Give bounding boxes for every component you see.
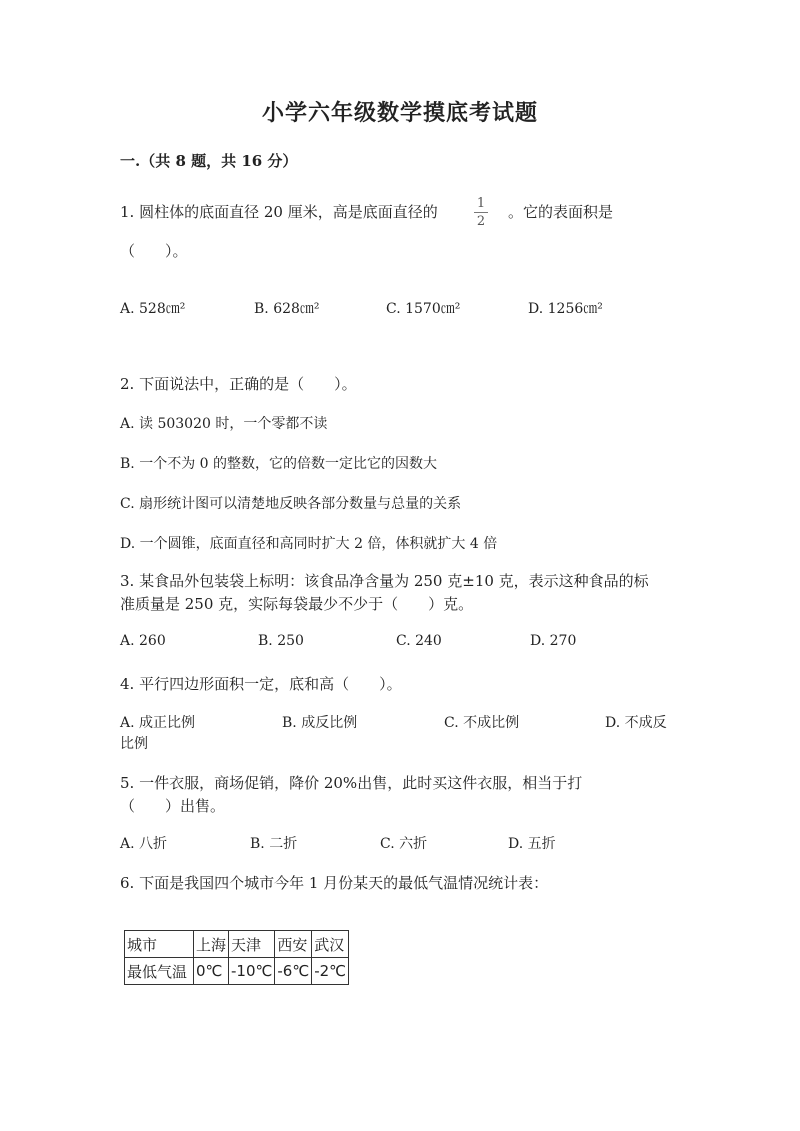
table-temp-tianjin: -10℃: [229, 958, 275, 985]
question-3-text-line2: 准质量是 250 克，实际每袋最少不少于（ ）克。: [120, 595, 474, 613]
question-3-option-b: B. 250: [258, 633, 304, 649]
question-4-option-d: D. 不成反: [605, 715, 667, 731]
question-6-text: 6. 下面是我国四个城市今年 1 月份某天的最低气温情况统计表：: [120, 874, 549, 892]
table-temp-xian: -6℃: [275, 958, 312, 985]
question-2-option-d: D. 一个圆锥，底面直径和高同时扩大 2 倍，体积就扩大 4 倍: [120, 536, 498, 552]
question-5-option-a: A. 八折: [120, 836, 168, 852]
question-3-option-d: D. 270: [530, 633, 577, 649]
question-1-text-cont: 。它的表面积是: [508, 203, 614, 221]
question-2-option-b: B. 一个不为 0 的整数，它的倍数一定比它的因数大: [120, 456, 437, 472]
table-row: [125, 958, 349, 985]
question-5-text-line2: （ ）出售。: [120, 797, 226, 815]
question-3-text-line1: 3. 某食品外包装袋上标明：该食品净含量为 250 克±10 克，表示这种食品的标: [120, 572, 649, 590]
table-header-label: 城市: [125, 931, 194, 958]
fraction-numerator: 1: [476, 196, 486, 211]
table-temp-shanghai: 0℃: [194, 958, 229, 985]
table-city-wuhan: 武汉: [312, 931, 349, 958]
question-1-text: 1. 圆柱体的底面直径 20 厘米，高是底面直径的: [120, 203, 438, 221]
question-3-option-c: C. 240: [396, 633, 442, 649]
page-title: 小学六年级数学摸底考试题: [261, 100, 538, 126]
question-1-option-d: D. 1256㎝²: [528, 301, 603, 317]
question-2-option-a: A. 读 503020 时，一个零都不读: [120, 416, 328, 432]
question-5-option-c: C. 六折: [380, 836, 428, 852]
fraction-one-half: [472, 196, 490, 229]
section-heading: 一.（共 8 题，共 16 分）: [120, 152, 298, 170]
question-1-blank: （ ）。: [120, 242, 188, 260]
question-1-option-c: C. 1570㎝²: [386, 301, 461, 317]
question-4-text: 4. 平行四边形面积一定，底和高（ ）。: [120, 675, 402, 693]
table-row-label: 最低气温: [125, 958, 194, 985]
fraction-bar: [474, 212, 488, 213]
table-city-xian: 西安: [275, 931, 312, 958]
table-city-tianjin: 天津: [229, 931, 275, 958]
table-header-row: [125, 931, 349, 958]
question-5-option-b: B. 二折: [250, 836, 298, 852]
fraction-denominator: 2: [476, 214, 486, 229]
question-4-option-b: B. 成反比例: [282, 715, 358, 731]
question-4-option-c: C. 不成比例: [444, 715, 520, 731]
question-2-option-c: C. 扇形统计图可以清楚地反映各部分数量与总量的关系: [120, 496, 462, 512]
question-5-text-line1: 5. 一件衣服，商场促销，降价 20%出售，此时买这件衣服，相当于打: [120, 774, 583, 792]
question-2-text: 2. 下面说法中，正确的是（ ）。: [120, 375, 357, 393]
question-4-option-d-wrap: 比例: [120, 736, 148, 752]
temperature-table: [124, 930, 349, 985]
table-city-shanghai: 上海: [194, 931, 229, 958]
question-1-option-b: B. 628㎝²: [254, 301, 320, 317]
question-5-option-d: D. 五折: [508, 836, 556, 852]
question-1-option-a: A. 528㎝²: [120, 301, 186, 317]
question-4-option-a: A. 成正比例: [120, 715, 196, 731]
table-temp-wuhan: -2℃: [312, 958, 349, 985]
question-3-option-a: A. 260: [120, 633, 166, 649]
